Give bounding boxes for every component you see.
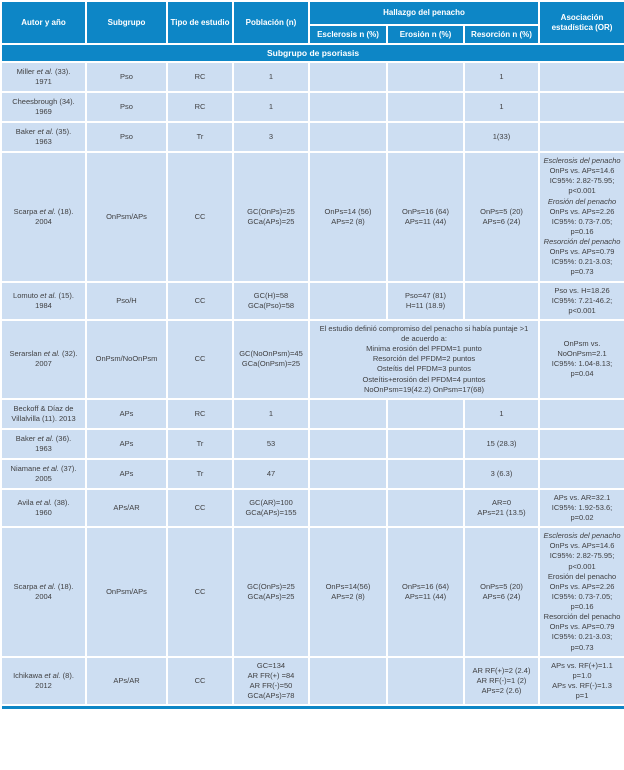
cell-population: GC(OnPs)=25 GCa(APs)=25 [233,152,309,282]
cell-erosion [387,489,464,527]
cell-study-type: RC [167,62,233,92]
cell-population: GC(H)=58 GCa(Pso)=58 [233,282,309,320]
cell-subgroup: APs [86,429,167,459]
table-row [1,92,624,122]
table-row [1,429,624,459]
cell-author: Baker et al. (36). 1963 [1,429,86,459]
cell-finding-merged: El estudio definió compromiso del penacho si había puntaje >1 de acuerdo a: Minima erosión del PFDM=1 punto Resorción del PFDM=2 puntos Osteítis del PFDM=3 puntos Osteítis+erosión del PFDM=4 puntos NoOnPsm=19(42.2) OnPsm=17(68) [309,320,539,399]
cell-resorcion: 1 [464,62,539,92]
cell-esclerosis [309,429,387,459]
cell-subgroup: APs [86,459,167,489]
cell-author: Scarpa et al. (18). 2004 [1,152,86,282]
cell-population: 3 [233,122,309,152]
cell-erosion [387,62,464,92]
cell-association: OnPsm vs. NoOnPsm=2.1 IC95%: 1.04-8.13; p=0.04 [539,320,624,399]
cell-subgroup: Pso [86,122,167,152]
cell-study-type: Tr [167,459,233,489]
cell-association [539,429,624,459]
cell-association [539,92,624,122]
cell-population: GC(OnPs)=25 GCa(APs)=25 [233,527,309,657]
cell-author: Niamane et al. (37). 2005 [1,459,86,489]
cell-subgroup: Pso [86,62,167,92]
cell-resorcion: 1 [464,92,539,122]
cell-study-type: RC [167,92,233,122]
cell-author: Beckoff & Díaz de Villalvilla (11). 2013 [1,399,86,429]
table-row [1,282,624,320]
cell-study-type: CC [167,152,233,282]
cell-population: 1 [233,62,309,92]
cell-resorcion: 3 (6.3) [464,459,539,489]
table-row [1,152,624,282]
column-header-erosion: Erosión n (%) [387,25,464,44]
cell-association [539,459,624,489]
cell-author: Scarpa et al. (18). 2004 [1,527,86,657]
cell-association [539,399,624,429]
table-row [1,399,624,429]
cell-study-type: CC [167,282,233,320]
cell-resorcion: AR RF(+)=2 (2.4) AR RF(-)=1 (2) APs=2 (2.6) [464,657,539,706]
cell-association: Esclerosis del penacho OnPs vs. APs=14.6 IC95%: 2.82-75.95; p<0.001 Erosión del penacho OnPs vs. APs=2.26 IC95%: 0.73-7.05; p=0.16 Resorción del penacho OnPs vs. APs=0.79 IC95%: 0.21-3.03; p=0.73 [539,527,624,657]
table-row [1,122,624,152]
table-row [1,489,624,527]
cell-population: 47 [233,459,309,489]
cell-author: Avila et al. (38). 1960 [1,489,86,527]
cell-association: APs vs. AR=32.1 IC95%: 1.92-53.6; p=0.02 [539,489,624,527]
cell-esclerosis [309,122,387,152]
cell-population: 1 [233,92,309,122]
cell-population: 1 [233,399,309,429]
cell-author: Miller et al. (33). 1971 [1,62,86,92]
cell-esclerosis [309,399,387,429]
cell-esclerosis [309,282,387,320]
cell-erosion [387,657,464,706]
cell-esclerosis [309,459,387,489]
cell-population: GC=134 AR FR(+) =84 AR FR(-)=50 GCa(APs)=78 [233,657,309,706]
cell-population: 53 [233,429,309,459]
cell-study-type: CC [167,320,233,399]
cell-association [539,122,624,152]
column-group-header-hallazgo: Hallazgo del penacho [309,1,539,25]
cell-subgroup: OnPsm/NoOnPsm [86,320,167,399]
column-header-subgrupo: Subgrupo [86,1,167,44]
cell-esclerosis [309,62,387,92]
table-row [1,320,624,399]
cell-esclerosis [309,489,387,527]
cell-esclerosis: OnPs=14 (56) APs=2 (8) [309,152,387,282]
cell-author: Serarslan et al. (32). 2007 [1,320,86,399]
cell-resorcion: 15 (28.3) [464,429,539,459]
table-row [1,657,624,706]
cell-resorcion: OnPs=5 (20) APs=6 (24) [464,152,539,282]
table-row [1,459,624,489]
cell-resorcion: 1 [464,399,539,429]
cell-subgroup: APs/AR [86,489,167,527]
table-bottom-bar [1,705,624,710]
column-header-asociacion: Asociación estadística (OR) [539,1,624,44]
cell-subgroup: OnPsm/APs [86,152,167,282]
cell-study-type: CC [167,489,233,527]
cell-study-type: CC [167,527,233,657]
cell-study-type: CC [167,657,233,706]
cell-association: Esclerosis del penacho OnPs vs. APs=14.6 IC95%: 2.82-75.95; p<0.001 Erosión del penacho OnPs vs. APs=2.26 IC95%: 0.73-7.05; p=0.16 Resorción del penacho OnPs vs. APs=0.79 IC95%: 0.21-3.03; p=0.73 [539,152,624,282]
cell-esclerosis [309,657,387,706]
cell-study-type: Tr [167,122,233,152]
cell-erosion [387,122,464,152]
cell-association [539,62,624,92]
cell-author: Baker et al. (35). 1963 [1,122,86,152]
cell-esclerosis: OnPs=14(56) APs=2 (8) [309,527,387,657]
cell-erosion [387,429,464,459]
cell-subgroup: APs [86,399,167,429]
section-header-psoriasis: Subgrupo de psoriasis [1,44,624,62]
cell-subgroup: OnPsm/APs [86,527,167,657]
cell-association: APs vs. RF(+)=1.1 p=1.0 APs vs. RF(-)=1.3 p=1 [539,657,624,706]
cell-subgroup: Pso [86,92,167,122]
column-header-autor: Autor y año [1,1,86,44]
cell-population: GC(NoOnPsm)=45 GCa(OnPsm)=25 [233,320,309,399]
table-row [1,527,624,657]
cell-erosion: OnPs=16 (64) APs=11 (44) [387,527,464,657]
cell-author: Ichikawa et al. (8). 2012 [1,657,86,706]
cell-erosion [387,459,464,489]
cell-resorcion: AR=0 APs=21 (13.5) [464,489,539,527]
cell-author: Cheesbrough (34). 1969 [1,92,86,122]
column-header-resorcion: Resorción n (%) [464,25,539,44]
cell-study-type: RC [167,399,233,429]
cell-resorcion: OnPs=5 (20) APs=6 (24) [464,527,539,657]
cell-resorcion: 1(33) [464,122,539,152]
cell-population: GC(AR)=100 GCa(APs)=155 [233,489,309,527]
table-row [1,62,624,92]
cell-association: Pso vs. H=18.26 IC95%: 7.21-46.2; p<0.001 [539,282,624,320]
column-header-poblacion: Población (n) [233,1,309,44]
cell-resorcion [464,282,539,320]
cell-study-type: Tr [167,429,233,459]
column-header-tipo-estudio: Tipo de estudio [167,1,233,44]
cell-subgroup: APs/AR [86,657,167,706]
cell-erosion [387,399,464,429]
cell-esclerosis [309,92,387,122]
cell-erosion [387,92,464,122]
cell-erosion: OnPs=16 (64) APs=11 (44) [387,152,464,282]
cell-author: Lomuto et al. (15). 1984 [1,282,86,320]
column-header-esclerosis: Esclerosis n (%) [309,25,387,44]
cell-erosion: Pso=47 (81) H=11 (18.9) [387,282,464,320]
cell-subgroup: Pso/H [86,282,167,320]
